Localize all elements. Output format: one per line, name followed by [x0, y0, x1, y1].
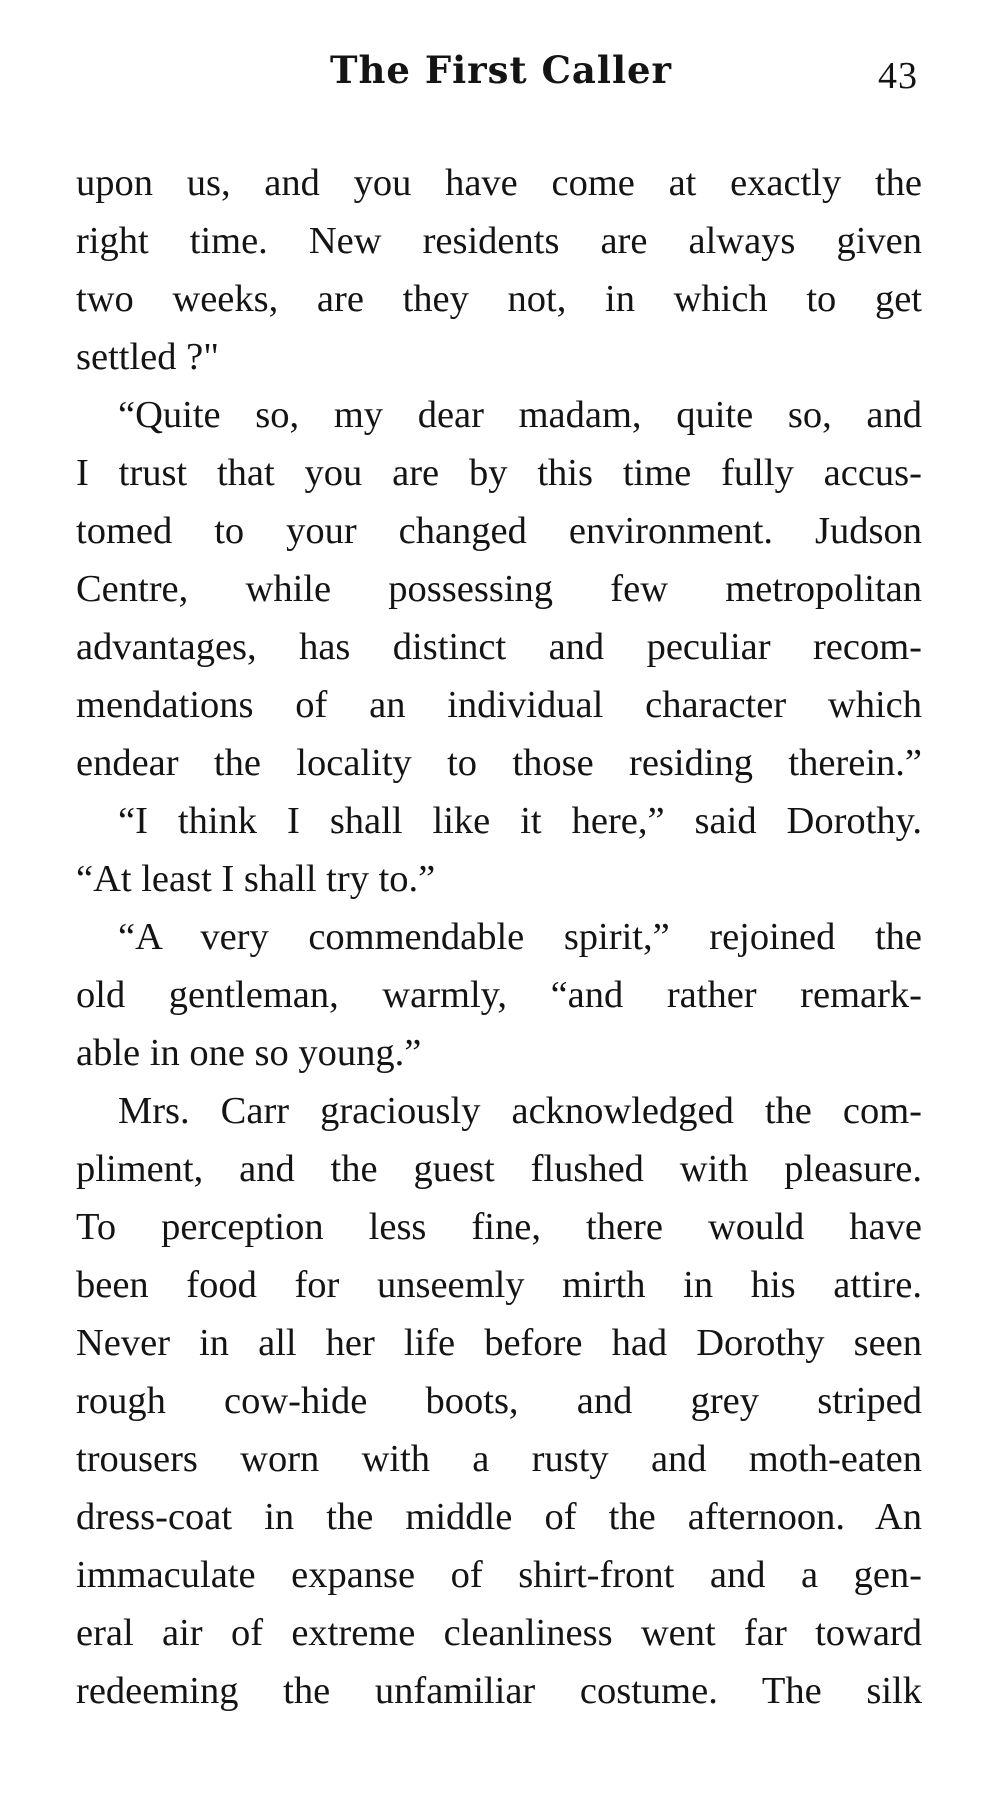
text-line: Never in all her life before had Dorothy seen [76, 1322, 922, 1364]
text-line: Mrs. Carr graciously acknowledged the com- [118, 1090, 922, 1132]
text-line: pliment, and the guest flushed with pleasure. [76, 1148, 922, 1190]
text-line: “A very commendable spirit,” rejoined the [118, 916, 922, 958]
body-text [76, 154, 922, 1720]
text-line: dress-coat in the middle of the afternoon. An [76, 1496, 922, 1538]
text-line: advantages, has distinct and peculiar recom- [76, 626, 922, 668]
text-line: two weeks, are they not, in which to get [76, 278, 922, 320]
running-title: The First Caller [330, 48, 673, 92]
text-line: tomed to your changed environment. Judson [76, 510, 922, 552]
text-line: Centre, while possessing few metropolitan [76, 568, 922, 610]
text-line: mendations of an individual character which [76, 684, 922, 726]
text-line: settled ?" [76, 336, 219, 378]
text-line: redeeming the unfamiliar costume. The silk [76, 1670, 922, 1712]
text-line: “At least I shall try to.” [76, 858, 436, 900]
text-line: immaculate expanse of shirt-front and a gen- [76, 1554, 922, 1596]
text-line: trousers worn with a rusty and moth-eaten [76, 1438, 922, 1480]
text-line: rough cow-hide boots, and grey striped [76, 1380, 922, 1422]
text-line: endear the locality to those residing therein.” [76, 742, 922, 784]
text-line: old gentleman, warmly, “and rather remark- [76, 974, 922, 1016]
text-line: To perception less fine, there would have [76, 1206, 922, 1248]
text-line: upon us, and you have come at exactly the [76, 162, 922, 204]
text-line: able in one so young.” [76, 1032, 422, 1074]
text-line: “I think I shall like it here,” said Dorothy. [118, 800, 922, 842]
text-line: I trust that you are by this time fully accus- [76, 452, 922, 494]
text-line: been food for unseemly mirth in his attire. [76, 1264, 922, 1306]
text-line: “Quite so, my dear madam, quite so, and [118, 394, 922, 436]
text-line: right time. New residents are always given [76, 220, 922, 262]
running-head [0, 40, 982, 100]
text-line: eral air of extreme cleanliness went far toward [76, 1612, 922, 1654]
page-number: 43 [878, 55, 918, 97]
